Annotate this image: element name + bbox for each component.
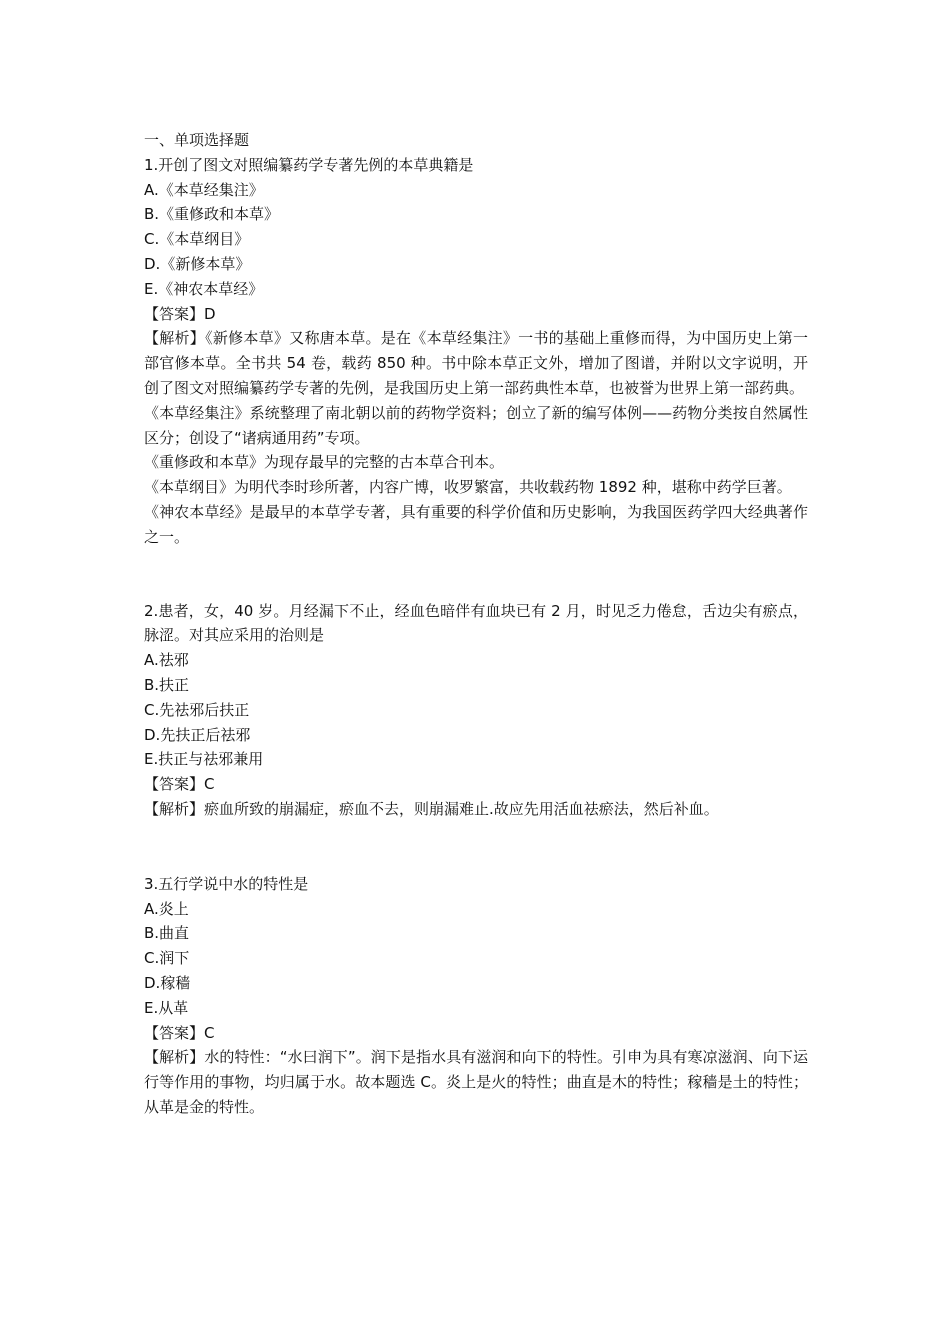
option-c: C.先祛邪后扶正 <box>144 700 250 719</box>
spacer <box>144 822 808 872</box>
option-c: C.润下 <box>144 949 190 968</box>
question-stem: 2.患者，女，40 岁。月经漏下不止，经血色暗伴有血块已有 2 月，时见乏力倦怠，舌边尖有瘀点，脉涩。对其应采用的治则是 <box>144 601 808 645</box>
option-b: B.《重修政和本草》 <box>144 205 280 224</box>
option-d: D.先扶正后祛邪 <box>144 725 251 744</box>
analysis-paragraph: 《神农本草经》是最早的本草学专著，具有重要的科学价值和历史影响，为我国医药学四大经典著作之一。 <box>144 502 808 546</box>
question-1 <box>144 153 808 550</box>
question-3 <box>144 872 808 1120</box>
answer: 【答案】C <box>144 1023 215 1042</box>
analysis-paragraph: 【解析】瘀血所致的崩漏症，瘀血不去，则崩漏难止.故应先用活血祛瘀法，然后补血。 <box>144 799 719 818</box>
section-title: 一、单项选择题 <box>144 131 250 149</box>
option-d: D.稼穑 <box>144 973 191 992</box>
analysis-paragraph: 《重修政和本草》为现存最早的完整的古本草合刊本。 <box>144 453 505 472</box>
question-stem: 1.开创了图文对照编纂药学专著先例的本草典籍是 <box>144 155 474 174</box>
option-e: E.《神农本草经》 <box>144 279 264 298</box>
option-e: E.从革 <box>144 998 189 1017</box>
analysis-paragraph: 《本草纲目》为明代李时珍所著，内容广博，收罗繁富，共收载药物 1892 种，堪称中药学巨著。 <box>144 478 792 497</box>
option-b: B.曲直 <box>144 924 190 943</box>
option-e: E.扶正与祛邪兼用 <box>144 750 264 769</box>
answer: 【答案】D <box>144 304 216 323</box>
answer: 【答案】C <box>144 775 215 794</box>
analysis-paragraph: 《本草经集注》系统整理了南北朝以前的药物学资料；创立了新的编写体例——药物分类按自然属性区分；创设了“诸病通用药”专项。 <box>144 403 808 447</box>
document-page <box>144 128 808 1120</box>
option-b: B.扶正 <box>144 675 190 694</box>
option-a: A.祛邪 <box>144 651 189 670</box>
option-c: C.《本草纲目》 <box>144 230 250 249</box>
question-stem: 3.五行学说中水的特性是 <box>144 874 309 893</box>
option-d: D.《新修本草》 <box>144 254 251 273</box>
analysis-paragraph: 【解析】水的特性：“水曰润下”。润下是指水具有滋润和向下的特性。引申为具有寒凉滋润、向下运行等作用的事物，均归属于水。故本题选 C。炎上是火的特性；曲直是木的特性；稼穑是土的特性；从革是金的特性。 <box>144 1048 808 1116</box>
option-a: A.炎上 <box>144 899 189 918</box>
spacer <box>144 550 808 599</box>
option-a: A.《本草经集注》 <box>144 180 264 199</box>
analysis-paragraph: 【解析】《新修本草》又称唐本草。是在《本草经集注》一书的基础上重修而得，为中国历史上第一部官修本草。全书共 54 卷，载药 850 种。书中除本草正文外，增加了图谱，并附以文字说明，开创了图文对照编纂药学专著的先例，是我国历史上第一部药典性本草，也被誉为世界上第一部药典。 <box>144 329 808 397</box>
question-2 <box>144 599 808 822</box>
